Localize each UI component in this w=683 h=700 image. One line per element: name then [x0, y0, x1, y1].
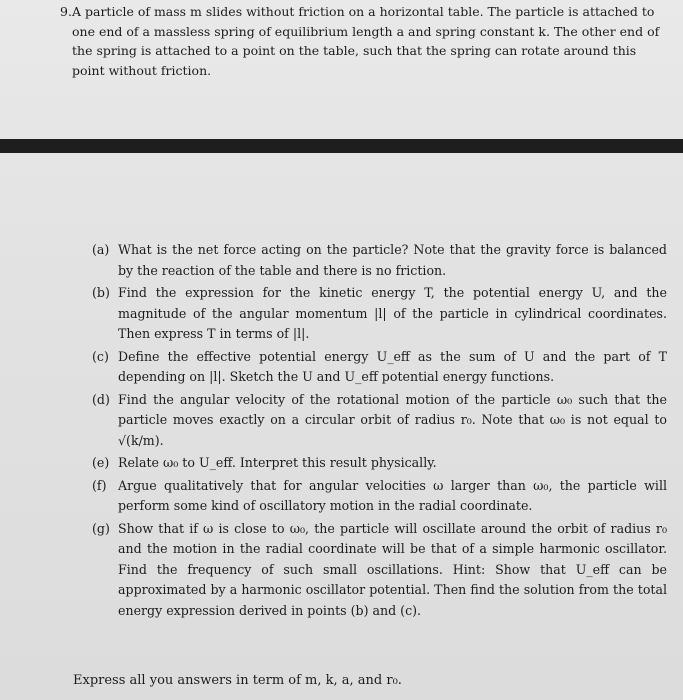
part-label: (c) [92, 348, 109, 364]
part-label: (d) [92, 391, 110, 407]
part-d [92, 390, 667, 452]
part-e [92, 453, 667, 474]
final-note: Express all you answers in term of m, k, a, and r₀. [73, 673, 402, 688]
part-g [92, 519, 667, 622]
part-label: (g) [92, 520, 110, 536]
part-text: Relate ω₀ to U_eff. Interpret this result physically. [118, 455, 437, 470]
dark-band [0, 139, 683, 153]
part-text: Find the angular velocity of the rotational motion of the particle ω₀ such that the particle moves exactly on a circular orbit of radius r₀. Note that ω₀ is not equal to √(k/m). [118, 391, 667, 448]
part-label: (e) [92, 455, 110, 470]
part-text: What is the net force acting on the particle? Note that the gravity force is balanced by the reaction of the table and there is no friction. [118, 242, 667, 278]
part-c [92, 347, 667, 388]
problem-statement [60, 2, 662, 80]
part-label: (a) [92, 242, 110, 257]
part-text: Find the expression for the kinetic energy T, the potential energy U, and the magnitude of the angular momentum |l| of the particle in cylindrical coordinates. Then express T in terms of |l|. [118, 285, 667, 341]
problem-number: 9. [60, 4, 72, 19]
part-f [92, 476, 667, 517]
part-b [92, 283, 667, 345]
part-a [92, 240, 667, 281]
parts-list [92, 240, 667, 623]
part-label: (b) [92, 285, 110, 300]
problem-text: A particle of mass m slides without friction on a horizontal table. The particle is attached to one end of a massless spring of equilibrium length a and spring constant k. The other end of the spring is attached to a point on the table, such that the spring can rotate around this point without friction. [72, 4, 660, 78]
part-text: Argue qualitatively that for angular velocities ω larger than ω₀, the particle will perform some kind of oscillatory motion in the radial coordinate. [118, 477, 667, 513]
part-text: Define the effective potential energy U_eff as the sum of U and the part of T depending on |l|. Sketch the U and U_eff potential energy functions. [118, 348, 667, 384]
part-text: Show that if ω is close to ω₀, the particle will oscillate around the orbit of radius r₀ and the motion in the radial coordinate will be that of a simple harmonic oscillator. Find the frequency of such small oscillations. Hint: Show that U_eff can be approximated by a harmonic oscillator potential. Then find the solution from the total energy expression derived in points (b) and (c). [118, 520, 667, 618]
part-label: (f) [92, 477, 107, 493]
